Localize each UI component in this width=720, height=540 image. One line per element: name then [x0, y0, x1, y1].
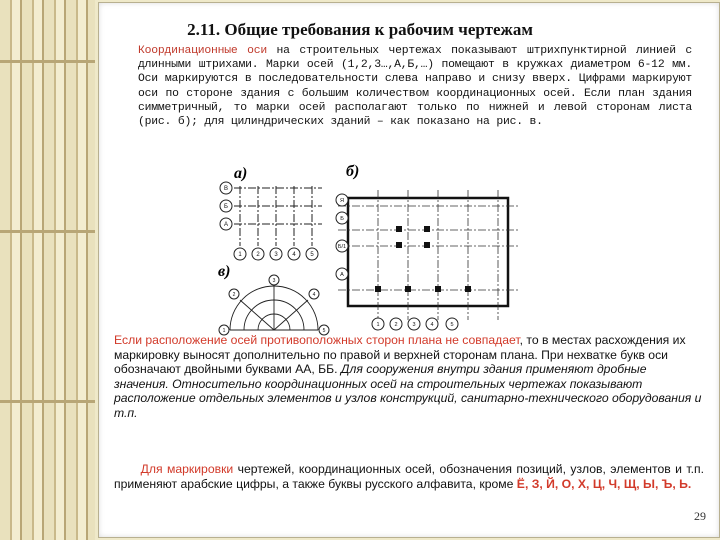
axis-mark: 1 — [376, 322, 380, 328]
axis-mark: 2 — [394, 322, 398, 328]
figure-a — [212, 160, 328, 272]
term-highlight: Координационные оси — [138, 45, 267, 57]
figure-b-label: б) — [346, 163, 360, 180]
axis-mark: 4 — [292, 252, 296, 258]
figure-b — [328, 160, 528, 335]
axis-mark: 5 — [450, 322, 454, 328]
paragraph-3-text: чертежей, координационных осей, обозначения позиций, узлов, элементов и т.п. применяют арабские цифры, а также буквы русского алфавита, кроме — [114, 462, 704, 491]
axis-mark: 1 — [222, 328, 226, 334]
axis-mark: В — [223, 186, 229, 192]
figure-a-label: а) — [234, 165, 248, 182]
axis-mark: Б — [224, 204, 228, 210]
axis-mark: 1 — [238, 252, 242, 258]
paragraph-3 — [114, 462, 704, 491]
axis-mark: А — [340, 272, 344, 278]
axis-mark: Б/1 — [337, 244, 347, 250]
slide-title: 2.11. Общие требования к рабочим чертежам — [187, 20, 533, 39]
axis-mark: 3 — [412, 322, 416, 328]
axis-mark: 4 — [312, 292, 316, 298]
axis-mark: Я — [340, 198, 344, 204]
axis-mark: Б — [340, 216, 344, 222]
axis-mark: 2 — [232, 292, 236, 298]
axis-mark: 3 — [272, 278, 276, 284]
paragraph-2-italic: Для сооружения внутри здания применяют дробные значения. Относительно координационных осей на строительных чертежах показывают расположение отдельных элементов и узлов конструкций, санитарно-технического оборудования и т.п. — [114, 362, 702, 420]
axis-mark: А — [223, 222, 229, 228]
paragraph-2 — [114, 333, 704, 421]
figure-v — [210, 258, 330, 336]
figure-v-label: в) — [218, 263, 231, 280]
excluded-letters: Ё, З, Й, О, Х, Ц, Ч, Щ, Ы, Ъ, Ь. — [516, 476, 692, 491]
axis-mark: 3 — [274, 252, 278, 258]
axis-mark: 5 — [322, 328, 326, 334]
intro-paragraph — [138, 44, 692, 129]
page-number: 29 — [694, 509, 706, 523]
axis-mark: 4 — [430, 322, 434, 328]
paragraph-2-lead: Если расположение осей противоположных сторон плана не совпадает — [114, 333, 520, 347]
intro-text: на строительных чертежах показывают штрихпунктирной линией с длинными штрихами. Марки осей (1,2,3…,А,Б,…) помещают в кружках диаметром 6-12 мм. Оси маркируются в последовательности слева направо и снизу вверх. Цифрами маркируют оси по стороне здания с большим количеством координационных осей. Если план здания симметричный, то марки осей располагают только по нижней и левой сторонам листа (рис. б); для цилиндрических зданий – как показано на рис. в. — [138, 45, 693, 129]
decorative-left-border — [0, 0, 95, 540]
paragraph-3-lead: Для маркировки — [140, 462, 234, 476]
paragraph-2-text: , то в местах расхождения их маркировку выносят дополнительно по правой и верхней сторонам плана. При нехватке букв оси обозначают двойными буквами АА, ББ. — [114, 333, 686, 377]
axis-mark: 5 — [310, 252, 314, 258]
axis-mark: 2 — [256, 252, 260, 258]
